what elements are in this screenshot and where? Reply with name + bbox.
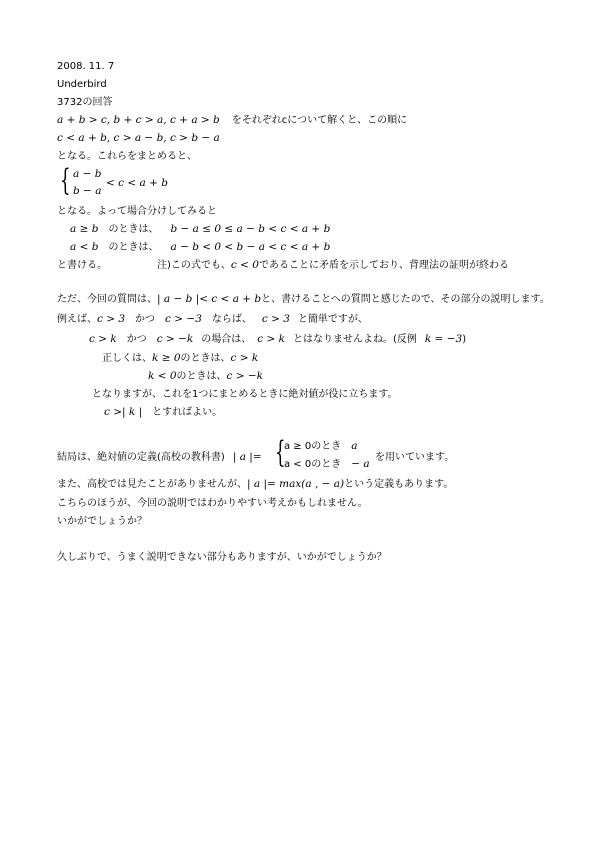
intro-result bbox=[57, 132, 220, 145]
conclusion-line-3: こちらのほうが、今回の説明ではわかりやすい考えかもしれません。 bbox=[57, 498, 368, 509]
abs-suffix: を用いています。 bbox=[375, 452, 455, 463]
explain-line-6: となりますが、これを1つにまとめるときに絶対値が役に立ちます。 bbox=[92, 389, 398, 400]
case-1: a ≥ b のときは、 b − a ≤ 0 ≤ a − b < c < a + b bbox=[70, 223, 331, 235]
explain-line-4: 正しくは、k ≥ 0のときは、c > k bbox=[102, 352, 259, 364]
conclusion-line-4: いかがでしょうか？ bbox=[57, 516, 147, 527]
conclusion-line-2: また、高校では見たことがありませんが、| a |= max(a , − a)という定義もあります。 bbox=[57, 478, 454, 490]
intro-line bbox=[57, 114, 407, 127]
intro-inequalities: a + b > c, b + c > a, c + a > b bbox=[57, 114, 220, 126]
intro-text: をそれぞれcについて解くと、この順に bbox=[231, 115, 408, 126]
author: Underbird bbox=[57, 79, 107, 90]
explain-line-7: c >| k | とすればよい。 bbox=[104, 406, 223, 418]
explain-line-2: 例えば、c > 3 かつ c > −3 ならば、 c > 3 と簡単ですが、 bbox=[57, 313, 368, 325]
explain-line-3: c > k かつ c > −k の場合は、 c > k とはなりませんよね。(反例 k = −3) bbox=[89, 333, 467, 345]
explain-line-1: ただ、今回の質問は、| a − b |< c < a + bと、書けることへの質問と感じたので、その部分の説明します。 bbox=[57, 293, 550, 305]
summary-line: となる。これらをまとめると、 bbox=[57, 151, 197, 162]
case-2: a < b のときは、 a − b < 0 < b − a < c < a + b bbox=[70, 241, 331, 253]
system-top: a − b bbox=[73, 168, 102, 180]
date: 2008. 11. 7 bbox=[57, 61, 115, 72]
abs-case-top: a ≥ 0のとき a bbox=[284, 440, 358, 452]
conclusion-line-1: 結局は、絶対値の定義(高校の教科書) | a |= bbox=[57, 451, 262, 463]
closing-line: 久しぶりで、うまく説明できない部分もありますが、いかがでしょうか？ bbox=[57, 552, 387, 563]
left-brace: { bbox=[60, 163, 71, 198]
abs-brace: { bbox=[275, 435, 286, 470]
result-inequalities: c < a + b, c > a − b, c > b − a bbox=[57, 132, 220, 144]
abs-case-bottom: a < 0のとき − a bbox=[284, 458, 370, 470]
written-line: と書ける。 注)この式でも、c < 0であることに矛盾を示しており、背理法の証明が終わる bbox=[57, 259, 509, 271]
explain-line-5: k < 0のときは、c > −k bbox=[148, 370, 264, 382]
system-right: < c < a + b bbox=[106, 177, 168, 189]
cases-lead: となる。よって場合分けしてみると bbox=[57, 206, 217, 217]
system-bottom: b − a bbox=[73, 185, 102, 197]
answer-number: 3732の回答 bbox=[57, 97, 113, 108]
